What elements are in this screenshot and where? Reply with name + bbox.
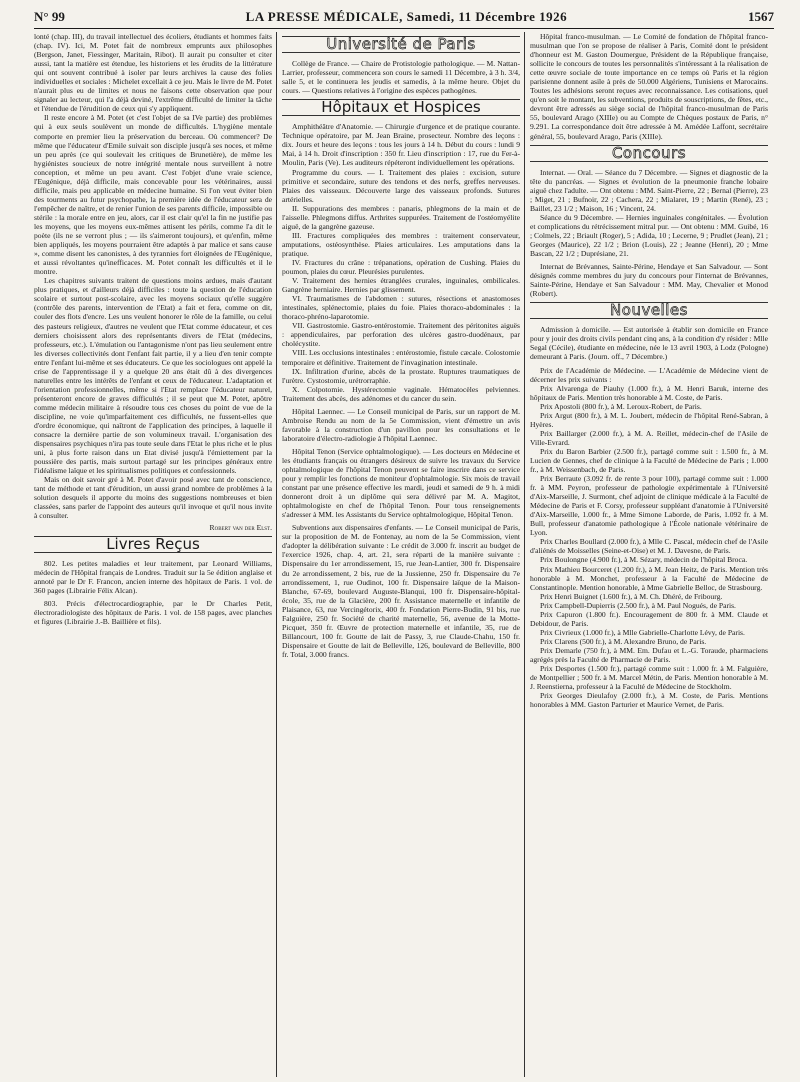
paragraph: Hôpital franco-musulman. — Le Comité de fondation de l'hôpital franco-musulman que l'on se propose de réaliser à Paris, Comité dont le président d'honneur est M. Gaston Doumergue, Président de la République française, sollicite le concours de toutes les personnalités s'intéressant à la réalisation de cette œuvre sociale de toute importance en ce temps où Paris et la région parisienne donnent asile à près de 50.000 Algériens, Tunisiens et Marocains. Toutes les adhésions seront reçues avec reconnaissance. Les cotisations, quel qu'en soit le montant, les subventions, produits de souscriptions, de fêtes, etc., devront être adressés au siège social de l'hôpital franco-musulman de Paris 55, boulevard Arago (XIIIe) ou au Compte de Chèques postaux de Paris, n° 9.291. La correspondance doit être adressée à M. Amédée Laffont, secrétaire général, 55, boulevard Arago, Paris (XIIIe). xyxy=(530,32,768,141)
column-rule xyxy=(524,32,525,1077)
prize-entry: Prix du Baron Barbier (2.500 fr.), partagé comme suit : 1.500 fr., à M. Lucien de Gennes, chef de clinique à la Faculté de Médecine de Paris ; 1.000 fr., à M. Weissenbach, de Paris. xyxy=(530,446,768,475)
section-title-nouvelles: Nouvelles xyxy=(530,302,768,319)
paragraph: Admission à domicile. — Est autorisée à établir son domicile en France pour y jouir des droits civils pendant cinq ans, à la condition d'y résider : Mlle Segal (Cécile), étudiante en médecine, née le 13 avril 1903, à Lodz (Pologne) demeurant à Paris. (Journ. off., 7 Décembre.) xyxy=(530,325,768,362)
prize-entry: Prix Campbell-Dupierris (2.500 fr.), à M. Paul Nogués, de Paris. xyxy=(540,600,736,610)
paragraph: Prix de l'Académie de Médecine. — L'Académie de Médecine vient de décerner les prix suivants : xyxy=(530,365,768,384)
paragraph: Mais on doit savoir gré à M. Potet d'avoir posé avec tant de conscience, tant de méthode et tant d'érudition, un aussi grand nombre de problèmes à la solution desquels il apporte du moins des suggestions nombreuses et bien classées, sans parler de l'appoint des auteurs qu'il invoque et qu'il nous invite à consulter. xyxy=(34,475,272,521)
page-header xyxy=(34,6,774,29)
prize-entry: Prix Alvarenga de Piauhy (1.000 fr.), à M. Henri Baruk, interne des hôpitaux de Paris. Mention très honorable à M. Coste, de Paris. xyxy=(530,383,768,402)
section-title-books: Livres Reçus xyxy=(34,536,272,553)
prize-entry: Prix Civrieux (1.000 fr.), à Mlle Gabrielle-Charlotte Lévy, de Paris. xyxy=(540,627,745,637)
book-entry: 802. Les petites maladies et leur traitement, par Leonard Williams, médecin de l'Hôpital français de Londres. Traduit sur la 5e édition anglaise et annoté par le Dr F. Francon, ancien interne des hôpitaux de Paris. 1 vol. de 360 pages (Librairie Félix Alcan). xyxy=(34,558,272,595)
section-title-concours: Concours xyxy=(530,145,768,162)
paragraph: Amphithéâtre d'Anatomie. — Chirurgie d'urgence et de pratique courante. Technique opératoire, par M. Jean Braine, prosecteur. Nombre des leçons : dix. Jours et heure des leçons : tous les jours à 14 h. Début du cours : lundi 9 Mai, à 14 h. Droit d'inscription : 350 fr. Lieu d'inscription : 17, rue du Fer-à-Moulin, Paris (Ve). Les auditeurs répéteront individuellement les opérations. xyxy=(282,122,520,168)
prize-entry: Prix Henri Buignet (1.600 fr.), à M. Ch. Dhéré, de Fribourg. xyxy=(540,591,723,601)
prize-entry: Prix Apostoli (800 fr.), à M. Leroux-Robert, de Paris. xyxy=(540,401,702,411)
paragraph: V. Traitement des hernies étranglées crurales, inguinales, ombilicales. Gangrène herniaire. Hernies par glissement. xyxy=(282,276,520,295)
page-number: 1567 xyxy=(748,9,774,24)
section-title-university: Université de Paris xyxy=(282,36,520,53)
prize-entry: Prix Demarle (750 fr.), à MM. Em. Dufau et L.-G. Toraude, pharmaciens agrégés près la Faculté de Pharmacie de Paris. xyxy=(530,645,768,664)
prize-entry: Prix Argut (800 fr.), à M. L. Joubert, médecin de l'hôpital René-Sabran, à Hyères. xyxy=(530,410,768,429)
book-entry: 803. Précis d'électrocardiographie, par le Dr Charles Petit, électroradiologiste des hôpitaux de Paris. 1 vol. de 158 pages, avec planches et figures (Librairie J.-B. Baillière et fils). xyxy=(34,598,272,626)
prize-entry: Prix Capuron (1.800 fr.). Encouragement de 800 fr. à MM. Claude et Debidour, de Paris. xyxy=(530,609,768,628)
prize-entry: Prix Charles Boullard (2.000 fr.), à Mlle C. Pascal, médecin chef de l'Asile d'aliénés de Moisselles (Seine-et-Oise) et M. J. Davesne, de Paris. xyxy=(530,537,768,556)
paragraph: lonté (chap. III), du travail intellectuel des écoliers, étudiants et hommes faits (chap. IV). Ici, M. Potet fait de nombreux emprunts aux philosophes (Bergson, Janet, Fiessinger, Maritain, Ribot). Il aurait pu consulter et citer aussi, tant la matière est étendue, les historiens et les érudits de la littérature qui ont souvent contribué à isoler par leurs archives la cause des folies individuelles et sociales : Michelet excellait à ce jeu. Mais le livre de M. Potet n'aurait plus eu de limites et nous ne faisons cette observation que pour signaler au lecteur, qui l'a déjà deviné, l'extrême difficulté de limiter la tâche et l'étendue de l'érudition de ceux qui s'y appliquent. xyxy=(34,32,272,114)
column-rule xyxy=(276,32,277,1077)
paragraph: VII. Gastrostomie. Gastro-entérostomie. Traitement des péritonites aiguës : appendiculaires, par perforation des ulcères gastro-duodénaux, par cholécystite. xyxy=(282,321,520,349)
prize-entry: Prix Mathieu Bourceret (1.200 fr.), à M. Jean Heitz, de Paris. Mention très honorable à M. Monchet, professeur à la Faculté de Médecine de Constantinople. Mention honorable, à Mme Gabrielle Belloc, de Strasbourg. xyxy=(530,564,768,592)
paragraph: VIII. Les occlusions intestinales : entérostomie, fistule cæcale. Colostomie temporaire et définitive. Traitement de l'invagination intestinale. xyxy=(282,348,520,367)
paragraph: Il reste encore à M. Potet (et c'est l'objet de sa IVe partie) des problèmes qui à eux seuls soulèvent un monde de difficultés. L'hygiène mentale comporte en premier lieu la préservation du berceau. Où commencer? De même que l'éducateur d'Emile suivait son disciple jusqu'à ses noces, et même un peu après (ce qui soulevait les critiques de Brunetière), de même les hygiénistes soucieux de notre intégrité mentale nous surveillent à notre conception, et même un peu avant. C'est l'objet d'une vraie science, l'Eugénique, déjà difficile, mais concevable pour les vétérinaires, aussi difficile, mais peu applicable en médecine humaine. Si l'on veut éviter bien des tourments au futur psychopathe, la première idée de l'éducateur sera de l'empêcher de naître, et de renier l'union de ses parents difficile, impossible ou stérile : la morale entre en jeu, alors, car il est clair qu'el la fin ne justifie pas les moyens, que les moyens eux-mêmes attisent les périls, comme l'a dit le poète (ils ne se verront plus ; — ils s'aimeront toujours), et qu'enfin, même bien appliqués, les moyens pourraient être adaptés à par malice et sans cause », comme disent les canonistes, à des tyrannies fort éloignées de l'Eugénique, et aussi révoltantes qu'inefficaces. M. Potet connaît les difficultés et il le montre. xyxy=(34,113,272,277)
paragraph: Hôpital Tenon (Service ophtalmologique). — Les docteurs en Médecine et les étudiants français ou étrangers désireux de suivre les travaux du Service ophtalmologique de l'hôpital Tenon peuvent se faire inscrire dans ce service pour y remplir les fonctions de moniteur d'ophtalmologie. Six mois de travail constant par une présence effective les mardi, jeudi et samedi de 9 h. à midi donneront droit à un diplôme qui sera délivré par M. A. Magitot, ophtalmologiste en chef de l'hôpital Tenon. Pour tous renseignements s'adresser à MM. les Assistants du Service ophtalmologique, Hôpital Tenon. xyxy=(282,446,520,520)
prize-entry: Prix Clarens (500 fr.), à M. Alexandre Bruno, de Paris. xyxy=(540,636,707,646)
paragraph: Les chapitres suivants traitent de questions moins ardues, mais d'autant plus pratiques, et d'ailleurs déjà difficiles : toute la question de l'éducation scolaire et surtout post-scolaire, avec les moyens sociaux qu'elle suggère (contrôle des parents, intervention de l'Etat) a fait et fera, comme on dit, couler des flots d'encre. Les uns veulent honorer le rôle de la famille, ou celui des pasteurs religieux, d'autres ne veulent que l'Etat comme éducateur, et ces derniers choisissent alors des représentants divers de l'Etat (médecins, professeurs, etc.). L'émulation ou l'antagonisme n'ont pas lieu seulement entre les diverses collectivités dont l'enfant fait partie, il y a lieu d'en tenir compte entre l'enfant lui-même et ses éducateurs. Ce que les sociologues ont appelé la crise de l'apprentissage il y a quelque 20 ans était dû à des divergences naturelles entre les intérêts de l'enfant et ceux de l'éducateur. L'adaptation et l'orientation professionnelles, même si l'Etat remplace l'éducateur naturel, présenteront encore de graves difficultés ; il se peut que M. Potet, apôtre comme médecin militaire à résoudre tous ces choses du point de vue de la discipline, ne voie qu'imparfaitement ces difficultés, ne fussent-elles que d'ordre économique, qui naîtront de l'application des principes, à laquelle il consacre la dernière partie de son volumineux travail. L'organisation des dispensaires psychiques n'ira pas toute seule dans l'Etat le plus riche et le plus uni, à plus forte raison dans un Etat divisé jusqu'à l'émiettement par la poussière des partis, mais surtout partagé sur les principes généraux entre l'idéalisme laïque et les spiritualismes politiques et confessionnels. xyxy=(34,276,272,476)
paragraph: IV. Fractures du crâne : trépanations, opération de Cushing. Plaies du poumon, plaies du cœur. Pleurésies purulentes. xyxy=(282,257,520,277)
column-left xyxy=(34,32,272,1077)
prize-entry: Prix Georges Dieulafoy (2.000 fr.), à M. Coste, de Paris. Mentions honorables à MM. Gaston Parturier et Maurice Vernet, de Paris. xyxy=(530,691,768,710)
paragraph: IX. Infiltration d'urine, abcès de la prostate. Ruptures traumatiques de l'urètre. Cystostomie, urétrorraphie. xyxy=(282,366,520,385)
paragraph: Subventions aux dispensaires d'enfants. — Le Conseil municipal de Paris, sur la proposition de M. de Fontenay, au nom de la 5e Commission, vient d'adopter la délibération suivante : Le crédit de 3.000 fr. inscrit au budget de l'exercice 1926, chap. 4, art. 21, sera réparti de la manière suivante : Dispensaire du 1er arrondissement, 15, rue Jean-Lantier, 300 fr. Dispensaire du 2e arrondissement, 2 bis, rue de la Jussienne, 250 fr. Dispensaire du 7e arrondissement, 1, rue Oudinot, 100 fr. Dispensaire laïque de la Maison-Blanche, 67-69, boulevard Auguste-Blanqui, 100 fr. Dispensaire-hôpital-école, 35, rue de la Glacière, 200 fr. Assistance maternelle et infantile de Plaisance, 63, rue Vercingétorix, 400 fr. Fondation Pierre-Budin, 91 bis, rue Falguière, 250 fr. Société de charité maternelle, 56, avenue de la Motte-Picquet, 350 fr. Œuvre de protection maternelle et infantile, 35, rue de Billancourt, 100 fr. Goutte de lait de Passy, 3, rue Claude-Chahu, 150 fr. Dispensaire et Goutte de lait de Belleville, 126, boulevard de Belleville, 800 fr. Total, 3.000 francs. xyxy=(282,523,520,659)
prize-entry: Prix Boulongne (4.900 fr.), à M. Sézary, médecin de l'hôpital Broca. xyxy=(540,555,748,565)
author-signature: Robert van der Elst. xyxy=(209,522,272,532)
paragraph: Internat de Brévannes, Sainte-Périne, Hendaye et San Salvadour. — Sont désignés comme membres du jury du concours pour l'internat de Brévannes, Sainte-Périne, Hendaye et San Salvadour : MM. May, Chevalier et Monod (Robert). xyxy=(530,262,768,299)
paragraph: Séance du 9 Décembre. — Hernies inguinales congénitales. — Évolution et complications du rétrécissement mitral pur. — Ont obtenu : MM. Guibé, 16 ; Colmels, 22 ; Briault (Roger), 5 ; Adida, 10 ; Lecerne, 9 ; Prudlet (Jean), 21 ; Georges (Maurice), 22 1/2 ; Brion (Louis), 22 ; Jeanne (Henri), 20 ; Mme Bascan, 22 1/2 ; Duprésiane, 21. xyxy=(530,212,768,259)
paragraph: Hôpital Laennec. — Le Conseil municipal de Paris, sur un rapport de M. Ambroise Rendu au nom de la 5e Commission, vient d'émettre un avis favorable à la construction d'un pavillon pour les consultations et le laboratoire d'électro-radiologie à l'hôpital Laennec. xyxy=(282,406,520,443)
paragraph: II. Suppurations des membres : panaris, phlegmons de la main et de l'aisselle. Phlegmons diffus. Arthrites suppurées. Traitement de l'ostéomyélite aiguë, de la gangrène gazeuse. xyxy=(282,203,520,231)
issue-number: N° 99 xyxy=(34,9,65,24)
section-title-hospitals: Hôpitaux et Hospices xyxy=(282,99,520,116)
paragraph: Collège de France. — Chaire de Protistologie pathologique. — M. Nattan-Larrier, professeur, commencera son cours le samedi 11 Décembre, à 3 h. 3/4, salle 5, et le continuera les jeudis et samedis, à la même heure. Objet du cours. — Questions relatives à l'origine des espèces pathogènes. xyxy=(282,59,520,96)
prize-entry: Prix Desportes (1.500 fr.), partagé comme suit : 1.000 fr. à M. Falguière, de Montpellier ; 500 fr. à M. Marcel Métin, de Paris. Mention honorable à M. J. Reenstierna, professeur à la Faculté de Médecine de Stockholm. xyxy=(530,664,768,692)
column-middle xyxy=(282,32,520,1077)
paragraph: III. Fractures compliquées des membres : traitement conservateur, amputations, ostéosynthèse. Plaies articulaires. Les amputations dans la pratique. xyxy=(282,230,520,258)
prize-entry: Prix Baillarger (2.000 fr.), à M. A. Reillet, médecin-chef de l'Asile de Ville-Evrard. xyxy=(530,428,768,447)
paragraph: X. Colpotomie. Hystérectomie vaginale. Hématocèles pelviennes. Traitement des abcès, des adénomes et du cancer du sein. xyxy=(282,384,520,403)
column-right xyxy=(530,32,768,1077)
paragraph: Internat. — Oral. — Séance du 7 Décembre. — Signes et diagnostic de la tête du pancréas. — Signes et évolution de la pneumonie franche lobaire aiguë chez l'adulte. — Ont obtenu : MM. Saint-Pierre, 22 ; Bernal (Pierre), 23 ; Miget, 21 ; Bufnoir, 22 ; Cachera, 22 ; Mialaret, 19 ; Martin (René), 23 ; Baillet, 23 1/2 ; Maison, 16 ; Vincent, 24. xyxy=(530,167,768,213)
paragraph: Programme du cours. — I. Traitement des plaies : excision, suture primitive et secondaire, suture des tendons et des nerfs, greffes nerveuses. Plaies des vaisseaux. Découverte large des vaisseaux profonds. Sutures artérielles. xyxy=(282,167,520,204)
masthead-title: LA PRESSE MÉDICALE, Samedi, 11 Décembre 1926 xyxy=(245,9,568,24)
paragraph: VI. Traumatismes de l'abdomen : sutures, résections et anastomoses intestinales, splénectomie, plaies du foie. Plaies thoraco-abdominales : la thoraco-phréno-laparotomie. xyxy=(282,294,520,322)
prize-entry: Prix Berraute (3.092 fr. de rente 3 pour 100), partagé comme suit : 1.000 fr. à MM. Peyron, professeur de pathologie expérimentale à l'Université d'Aix-Marseille, J. Surmont, chef adjoint de clinique médicale à la Faculté de Médecine de Paris et F. Corsy, professeur suppléant d'anatomie à l'Université d'Aix-Marseille, 1.000 fr., à Mme Simone Laborde, de Paris, 1.092 fr. à M. Bull, professeur d'anatomie pathologique à l'École nationale vétérinaire de Lyon. xyxy=(530,474,768,538)
